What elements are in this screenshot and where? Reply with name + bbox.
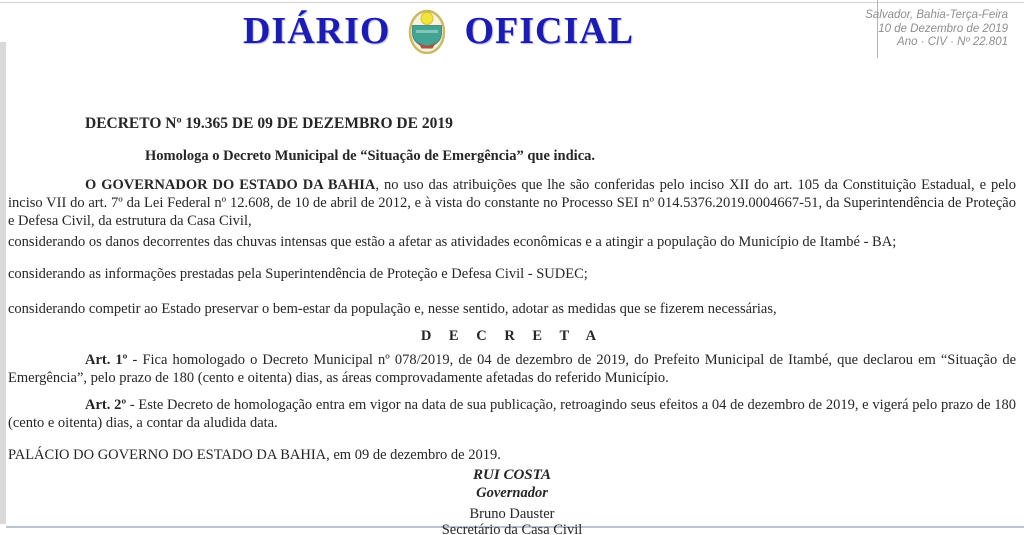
- article-1-label: Art. 1º: [85, 352, 128, 368]
- signature-secretary-role: Secretário da Casa Civil: [441, 522, 583, 535]
- dateline-edition: Ano · CIV · Nº 22.801: [897, 36, 1008, 48]
- left-page-edge: [0, 42, 6, 524]
- masthead: [0, 8, 877, 54]
- signature-secretary-name: Bruno Dauster: [469, 506, 555, 522]
- dateline: [865, 9, 1008, 50]
- consideration-paragraph: considerando competir ao Estado preservar o bem-estar da população e, nesse sentido, adotar as medidas que se fizerem necessárias,: [8, 301, 777, 317]
- decreta-heading: D E C R E T A: [420, 328, 604, 344]
- bahia-coat-of-arms-icon: [400, 8, 454, 54]
- decree-summary: Homologa o Decreto Municipal de “Situação de Emergência” que indica.: [145, 148, 596, 164]
- article-1: [8, 351, 1016, 387]
- signature-block: [8, 466, 1016, 535]
- article-1-text: - Fica homologado o Decreto Municipal nº 078/2019, de 04 de dezembro de 2019, do Prefeito Municipal de Itambé, que declarou em “Situação de Emergência”, pelo prazo de 180 (cento e oitenta) dias, as áreas comprovadamente afetadas do referido Município.: [8, 352, 1017, 386]
- dateline-date: 10 de Dezembro de 2019: [878, 22, 1008, 35]
- top-rule: [0, 2, 1024, 3]
- decree-title: DECRETO Nº 19.365 DE 09 DE DEZEMBRO DE 2019: [85, 115, 453, 132]
- consideration-paragraph: considerando as informações prestadas pela Superintendência de Proteção e Defesa Civil - SUDEC;: [8, 266, 588, 282]
- article-2-text: - Este Decreto de homologação entra em vigor na data de sua publicação, retroagindo seus efeitos a 04 de dezembro de 2019, e vigerá pelo prazo de 180 (cento e oitenta) dias, a contar da aludida data.: [8, 397, 1017, 431]
- article-2-label: Art. 2º: [85, 397, 127, 413]
- decree-document: [8, 110, 1016, 535]
- signature-governor-role: Governador: [476, 485, 548, 501]
- decree-preamble: [8, 176, 1016, 230]
- closing-line: PALÁCIO DO GOVERNO DO ESTADO DA BAHIA, em 09 de dezembro de 2019.: [8, 447, 501, 463]
- signature-governor-name: RUI COSTA: [473, 467, 551, 483]
- article-2: [8, 396, 1016, 432]
- masthead-word-diario: DIÁRIO: [242, 10, 391, 52]
- masthead-word-oficial: OFICIAL: [464, 10, 635, 52]
- preamble-lead: O GOVERNADOR DO ESTADO DA BAHIA: [85, 177, 376, 193]
- consideration-paragraph: considerando os danos decorrentes das chuvas intensas que estão a afetar as atividades econômicas e a atingir a população do Município de Itambé - BA;: [8, 234, 897, 250]
- dateline-city: Salvador, Bahia-Terça-Feira: [865, 9, 1008, 21]
- preamble-rest: , no uso das atribuições que lhe são conferidas pelo inciso XII do art. 105 da Constituição Estadual, e pelo inciso VII do art. 7º da Lei Federal nº 12.608, de 10 de abril de 2012, e à vista do constante no Processo SEI nº 014.5376.2019.0004667-51, da Superintendência de Proteção e Defesa Civil, da estrutura da Casa Civil,: [8, 177, 1016, 229]
